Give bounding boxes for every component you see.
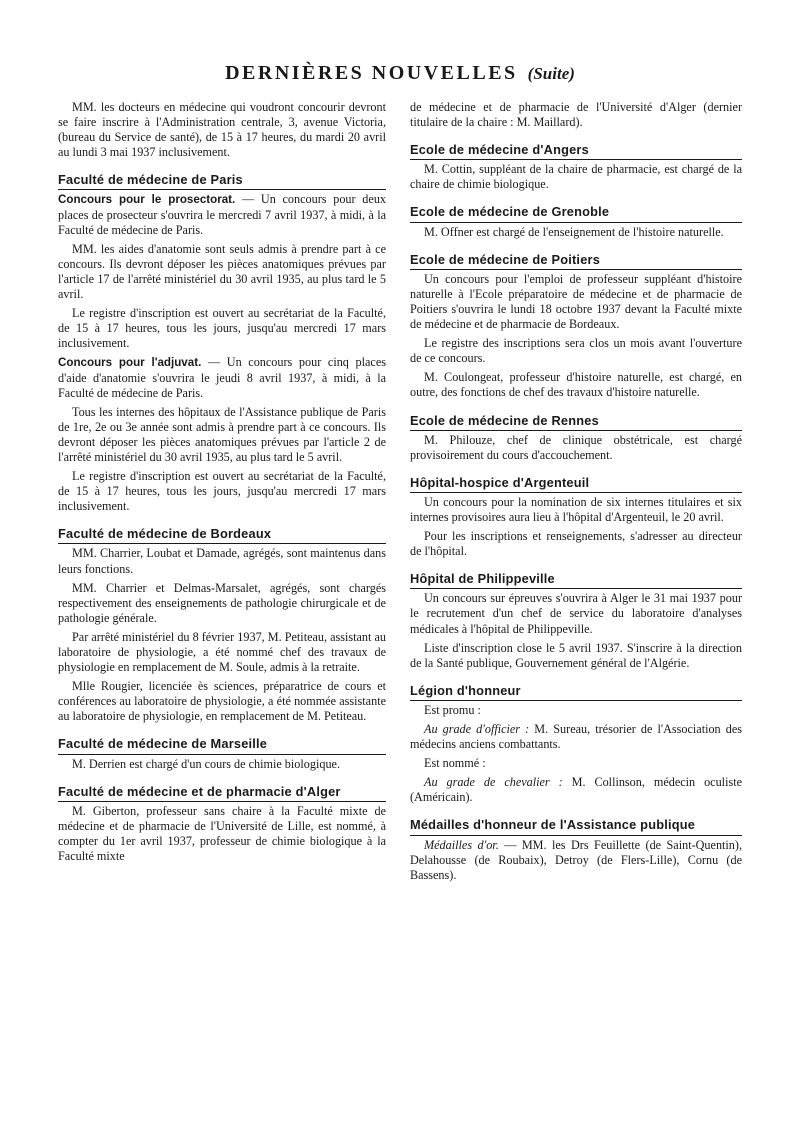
- right-column: [410, 100, 742, 887]
- medailles-paragraph-1-text: — MM. les Drs Feuillette (de Saint-Quentin), Delahousse (de Roubaix), Detroy (de Flers-Lille), Cornu (de Bassens).: [410, 837, 743, 882]
- paris-paragraph-4: [58, 355, 386, 400]
- grenoble-paragraph-1: M. Offner est chargé de l'enseignement de l'histoire naturelle.: [424, 224, 724, 239]
- poitiers-paragraph-1: Un concours pour l'emploi de professeur suppléant d'histoire naturelle à l'Ecole préparatoire de médecine et de pharmacie de Poitiers s'ouvrira le lundi 18 octobre 1937 devant la Faculté mixte de médecine et de pharmacie de Bordeaux.: [410, 271, 742, 332]
- philippeville-paragraph-2: Liste d'inscription close le 5 avril 1937. S'inscrire à la direction de la Santé publique, Gouvernement général de l'Algérie.: [410, 640, 742, 670]
- paris-runin-prosectorat: Concours pour le prosectorat.: [58, 193, 236, 207]
- page-title: [0, 62, 800, 85]
- section-heading-medailles: Médailles d'honneur de l'Assistance publique: [410, 817, 742, 835]
- alger-paragraph-1: M. Giberton, professeur sans chaire à la Faculté mixte de médecine et de pharmacie de l'Université de Lille, est nommé, à compter du 1er avril 1937, professeur de chimie biologique à la Faculté mixte: [58, 803, 386, 864]
- section-heading-philippeville: Hôpital de Philippeville: [410, 571, 742, 589]
- legion-paragraph-2: [410, 722, 742, 752]
- page-title-main: DERNIÈRES NOUVELLES: [225, 62, 518, 84]
- bordeaux-paragraph-2: MM. Charrier et Delmas-Marsalet, agrégés, sont chargés respectivement des enseignements de pathologie chirurgicale et de pathologie générale.: [58, 580, 386, 625]
- paris-paragraph-3: Le registre d'inscription est ouvert au secrétariat de la Faculté, de 15 à 17 heures, tous les jours, jusqu'au mercredi 17 mars inclusivement.: [58, 306, 386, 351]
- poitiers-paragraph-2: Le registre des inscriptions sera clos un mois avant l'ouverture de ce concours.: [410, 336, 742, 366]
- argenteuil-paragraph-2: Pour les inscriptions et renseignements, s'adresser au directeur de l'hôpital.: [410, 529, 742, 559]
- angers-paragraph-1: M. Cottin, suppléant de la chaire de pharmacie, est chargé de la chaire de chimie biologique.: [410, 162, 742, 192]
- legion-paragraph-3: Est nommé :: [424, 756, 486, 771]
- legion-grade-officier: Au grade d'officier :: [424, 722, 530, 736]
- legion-paragraph-2-text: M. Sureau, trésorier de l'Association des médecins anciens combattants.: [410, 722, 742, 752]
- section-heading-rennes: Ecole de médecine de Rennes: [410, 413, 742, 431]
- philippeville-paragraph-1: Un concours sur épreuves s'ouvrira à Alger le 31 mai 1937 pour le recrutement d'un chef de service du laboratoire d'analyses médicales à l'hôpital de Philippeville.: [410, 591, 742, 636]
- section-heading-bordeaux: Faculté de médecine de Bordeaux: [58, 526, 386, 544]
- section-heading-grenoble: Ecole de médecine de Grenoble: [410, 204, 742, 222]
- section-heading-legion: Légion d'honneur: [410, 683, 742, 701]
- section-heading-paris: Faculté de médecine de Paris: [58, 172, 386, 190]
- page-title-suite: (Suite): [527, 64, 575, 83]
- section-heading-argenteuil: Hôpital-hospice d'Argenteuil: [410, 475, 742, 493]
- paris-paragraph-5: Tous les internes des hôpitaux de l'Assistance publique de Paris de 1re, 2e ou 3e année sont admis à prendre part à ce concours. Ils devront déposer les pièces anatomiques prévues par l'article 2 de l'arrêté ministériel du 30 avril 1935, au plus tard le 5 avril.: [58, 404, 386, 464]
- rennes-paragraph-1: M. Philouze, chef de clinique obstétricale, est chargé provisoirement du cours d'accouchement.: [410, 432, 742, 462]
- left-column: [58, 100, 386, 868]
- medailles-paragraph-1: [410, 838, 742, 883]
- alger-continuation: de médecine et de pharmacie de l'Université d'Alger (dernier titulaire de la chaire : M. Maillard).: [410, 100, 742, 130]
- bordeaux-paragraph-3: Par arrêté ministériel du 8 février 1937, M. Petiteau, assistant au laboratoire de physiologie, a été nommé chef des travaux de physiologie en remplacement de M. Soule, admis à la retraite.: [58, 629, 386, 675]
- paris-runin-adjuvat: Concours pour l'adjuvat.: [58, 356, 202, 370]
- bordeaux-paragraph-4: Mlle Rougier, licenciée ès sciences, préparatrice de cours et conférences au laboratoire de physiologie, a été nommée assistante au laboratoire de physiologie, en remplacement de M. Petiteau.: [58, 679, 386, 724]
- section-heading-poitiers: Ecole de médecine de Poitiers: [410, 252, 742, 270]
- section-heading-angers: Ecole de médecine d'Angers: [410, 142, 742, 160]
- medailles-or-label: Médailles d'or.: [424, 837, 499, 852]
- paris-paragraph-6: Le registre d'inscription est ouvert au secrétariat de la Faculté, de 15 à 17 heures, tous les jours, jusqu'au mercredi 17 mars inclusivement.: [58, 469, 386, 514]
- marseille-paragraph-1: M. Derrien est chargé d'un cours de chimie biologique.: [72, 756, 340, 771]
- paris-paragraph-4-text: — Un concours pour cinq places d'aide d'anatomie s'ouvrira le jeudi 8 avril 1937, à midi, à la Faculté de médecine de Paris.: [58, 355, 386, 400]
- legion-paragraph-4: [410, 775, 742, 805]
- legion-paragraph-4-text: M. Collinson, médecin oculiste (Américain).: [410, 775, 742, 805]
- legion-grade-chevalier: Au grade de chevalier :: [424, 775, 563, 790]
- section-heading-marseille: Faculté de médecine de Marseille: [58, 736, 386, 754]
- legion-paragraph-1: Est promu :: [424, 702, 481, 717]
- poitiers-paragraph-3: M. Coulongeat, professeur d'histoire naturelle, est chargé, en outre, des fonctions de chef des travaux d'histoire naturelle.: [410, 370, 742, 400]
- paris-paragraph-2: MM. les aides d'anatomie sont seuls admis à prendre part à ce concours. Ils devront déposer les pièces anatomiques prévues par l'article 17 de l'arrêté ministériel du 30 avril 1935, au plus tard le 5 avril.: [58, 241, 386, 302]
- argenteuil-paragraph-1: Un concours pour la nomination de six internes titulaires et six internes provisoires aura lieu à l'hôpital d'Argenteuil, le 20 avril.: [410, 494, 742, 524]
- paris-paragraph-1: [58, 192, 386, 237]
- paris-paragraph-1-text: — Un concours pour deux places de prosecteur s'ouvrira le mercredi 7 avril 1937, à midi, à la Faculté de médecine de Paris.: [58, 192, 387, 237]
- bordeaux-paragraph-1: MM. Charrier, Loubat et Damade, agrégés, sont maintenus dans leurs fonctions.: [58, 546, 386, 576]
- section-heading-alger: Faculté de médecine et de pharmacie d'Alger: [58, 784, 386, 802]
- intro-paragraph: MM. les docteurs en médecine qui voudront concourir devront se faire inscrire à l'Administration centrale, 3, avenue Victoria, (bureau du Service de santé), de 15 à 17 heures, du mardi 20 avril au lundi 3 mai 1937 inclusivement.: [58, 100, 386, 160]
